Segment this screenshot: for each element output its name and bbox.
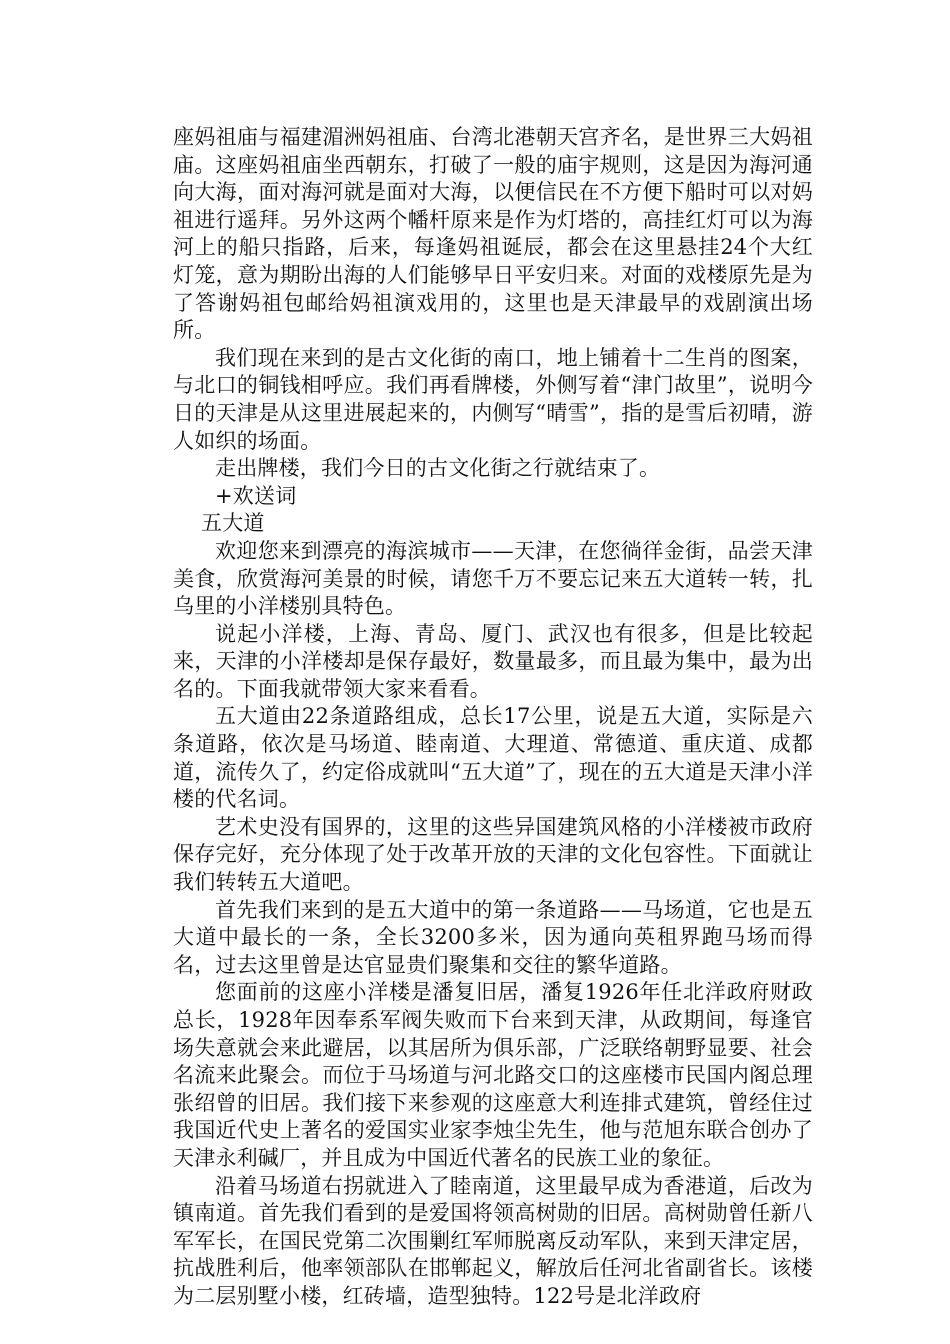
paragraph-machang-road: 首先我们来到的是五大道中的第一条道路——马场道，它也是五大道中最长的一条，全长3200多米，因为通向英租界跑马场而得名，过去这里曾是达官显贵们聚集和交往的繁华道路。 xyxy=(173,897,813,977)
document-body xyxy=(173,124,813,1311)
paragraph-mazu-temple: 座妈祖庙与福建湄洲妈祖庙、台湾北港朝天宫齐名，是世界三大妈祖庙。这座妈祖庙坐西朝东，打破了一般的庙宇规则，这是因为海河通向大海，面对海河就是面对大海，以便信民在不方便下船时可以对妈祖进行遥拜。另外这两个幡杆原来是作为灯塔的，高挂红灯可以为海河上的船只指路，后来，每逢妈祖诞辰，都会在这里悬挂24个大红灯笼，意为期盼出海的人们能够早日平安归来。对面的戏楼原先是为了答谢妈祖包邮给妈祖演戏用的，这里也是天津最早的戏剧演出场所。 xyxy=(173,125,813,343)
paragraph-small-western-buildings: 说起小洋楼，上海、青岛、厦门、武汉也有很多，但是比较起来，天津的小洋楼却是保存最好，数量最多，而且最为集中，最为出名的。下面我就带领大家来看看。 xyxy=(173,621,813,701)
paragraph-south-entrance: 我们现在来到的是古文化街的南口，地上铺着十二生肖的图案，与北口的铜钱相呼应。我们再看牌楼，外侧写着“津门故里”，说明今日的天津是从这里进展起来的，内侧写“晴雪”，指的是雪后初晴，游人如织的场面。 xyxy=(173,345,813,453)
paragraph-roads: 五大道由22条道路组成，总长17公里，说是五大道，实际是六条道路，依次是马场道、睦南道、大理道、常德道、重庆道、成都道，流传久了，约定俗成就叫“五大道”了，现在的五大道是天津小洋楼的代名词。 xyxy=(173,704,813,812)
section-heading-wudadao: 五大道 xyxy=(201,511,265,536)
section-heading-farewell: +欢送词 xyxy=(215,483,297,508)
paragraph-welcome: 欢迎您来到漂亮的海滨城市——天津，在您徜徉金街，品尝天津美食，欣赏海河美景的时候，请您千万不要忘记来五大道转一转，扎乌里的小洋楼别具特色。 xyxy=(173,538,813,619)
paragraph-munan-road: 沿着马场道右拐就进入了睦南道，这里最早成为香港道，后改为镇南道。首先我们看到的是爱国将领高树勋的旧居。高树勋曾任新八军军长，在国民党第二次围剿红军师脱离反动军队，来到天津定居，抗战胜利后，他率领部队在邯郸起义，解放后任河北省副省长。该楼为二层别墅小楼，红砖墙，造型独特。122号是北洋政府 xyxy=(173,1173,813,1308)
paragraph-pan-fu-residence: 您面前的这座小洋楼是潘复旧居，潘复1926年任北洋政府财政总长，1928年因奉系军阀失败而下台来到天津，从政期间，每逢官场失意就会来此避居，以其居所为俱乐部，广泛联络朝野显要、社会名流来此聚会。而位于马场道与河北路交口的这座楼市民国内阁总理张绍曾的旧居。我们接下来参观的这座意大利连排式建筑，曾经住过我国近代史上著名的爱国实业家李烛尘先生，他与范旭东联合创办了天津永利碱厂，并且成为中国近代著名的民族工业的象征。 xyxy=(173,980,813,1170)
paragraph-art-history: 艺术史没有国界的，这里的这些异国建筑风格的小洋楼被市政府保存完好，充分体现了处于改革开放的天津的文化包容性。下面就让我们转转五大道吧。 xyxy=(173,814,813,895)
paragraph-tour-end: 走出牌楼，我们今日的古文化街之行就结束了。 xyxy=(215,456,661,481)
